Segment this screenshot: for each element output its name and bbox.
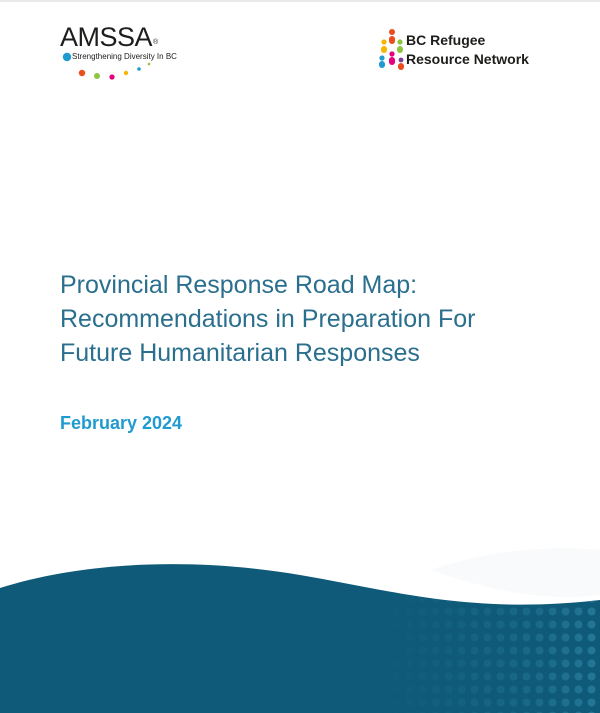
bcrrn-wordmark — [406, 31, 529, 69]
decorative-wave — [0, 540, 600, 713]
amssa-tagline: Strengthening Diversity In BC — [72, 52, 177, 61]
bcrrn-line1: BC Refugee — [406, 32, 486, 48]
bcrrn-logo — [378, 28, 548, 78]
title-line-3: Future Humanitarian Responses — [60, 339, 420, 367]
amssa-logo — [58, 22, 218, 84]
bcrrn-people-icon — [378, 28, 406, 72]
document-date: February 2024 — [60, 413, 183, 433]
amssa-wordmark-text: AMSSA — [60, 22, 153, 52]
top-rule — [0, 0, 600, 2]
bcrrn-line2: Resource Network — [406, 51, 529, 67]
amssa-registered-mark: ® — [153, 39, 158, 46]
document-title — [60, 268, 560, 370]
wave-highlight — [430, 548, 600, 597]
title-line-1: Provincial Response Road Map: — [60, 271, 418, 299]
title-line-2: Recommendations in Preparation For — [60, 305, 476, 333]
